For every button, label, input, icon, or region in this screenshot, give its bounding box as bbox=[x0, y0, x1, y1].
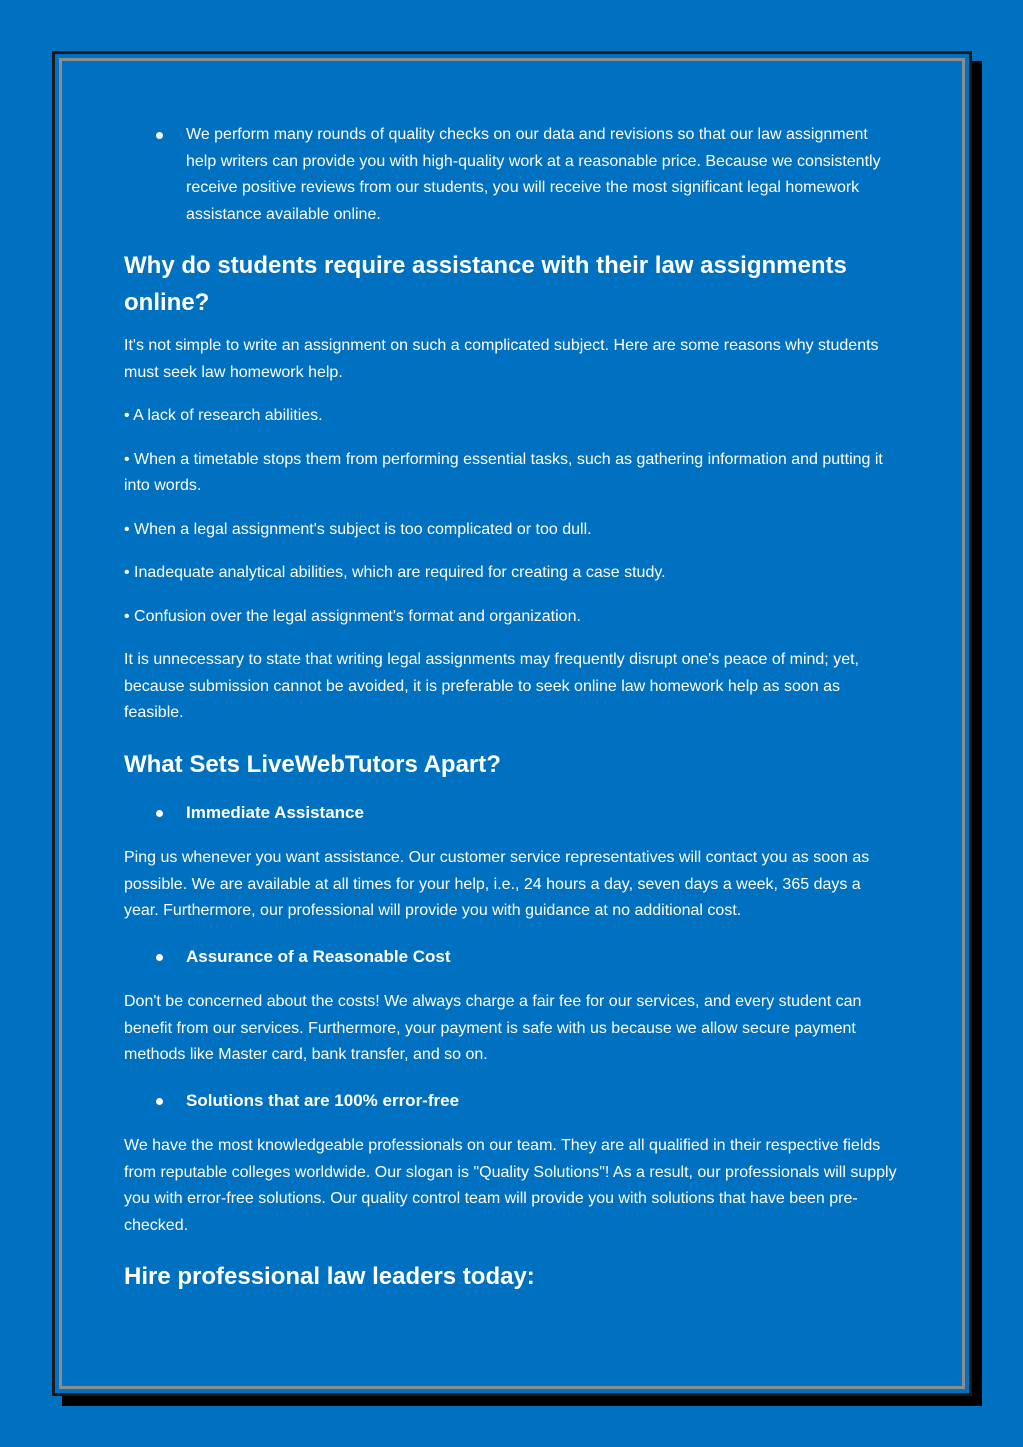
section-heading-hire-professionals: Hire professional law leaders today: bbox=[124, 1263, 535, 1290]
reason-item: • When a legal assignment's subject is too complicated or too dull. bbox=[124, 520, 592, 538]
bullet-icon bbox=[156, 1098, 163, 1105]
feature-title: Assurance of a Reasonable Cost bbox=[186, 946, 451, 966]
feature-title: Solutions that are 100% error-free bbox=[186, 1090, 460, 1110]
reason-item: • Confusion over the legal assignment's format and organization. bbox=[124, 607, 581, 625]
reason-item: • When a timetable stops them from performing essential tasks, such as gathering information and putting it into words. bbox=[124, 450, 883, 494]
feature-description: Ping us whenever you want assistance. Our customer service representatives will contact you as soon as possible. We are available at all times for your help, i.e., 24 hours a day, seven days a week, 365 days a year. Furthermore, our professional will provide you with guidance at no additional cost. bbox=[124, 849, 870, 919]
section1-intro-paragraph: It's not simple to write an assignment on such a complicated subject. Here are some reasons why students must seek law homework help. bbox=[124, 337, 879, 381]
bullet-icon bbox=[156, 132, 163, 139]
feature-title-bullet bbox=[124, 1088, 899, 1115]
reason-item: • A lack of research abilities. bbox=[124, 407, 323, 424]
bullet-icon bbox=[156, 954, 163, 961]
feature-title-bullet bbox=[124, 944, 899, 971]
feature-title-bullet bbox=[124, 800, 899, 827]
section1-conclusion-paragraph: It is unnecessary to state that writing legal assignments may frequently disrupt one's peace of mind; yet, because submission cannot be avoided, it is preferable to seek online law homework help as soon as feasible. bbox=[124, 651, 859, 721]
feature-description: We have the most knowledgeable professionals on our team. They are all qualified in their respective fields from reputable colleges worldwide. Our slogan is "Quality Solutions"! As a result, our professionals will supply you with error-free solutions. Our quality control team will provide you with solutions that have been pre-checked. bbox=[124, 1137, 897, 1234]
section-heading-why-students: Why do students require assistance with their law assignments online? bbox=[124, 252, 847, 316]
feature-description: Don't be concerned about the costs! We always charge a fair fee for our services, and every student can benefit from our services. Furthermore, your payment is safe with us because we allow secure payment methods like Master card, bank transfer, and so on. bbox=[124, 993, 862, 1063]
feature-title: Immediate Assistance bbox=[186, 802, 364, 822]
intro-bullet-item bbox=[124, 122, 899, 228]
document-content bbox=[124, 122, 899, 1295]
reason-item: • Inadequate analytical abilities, which are required for creating a case study. bbox=[124, 564, 666, 581]
intro-bullet-text: We perform many rounds of quality checks on our data and revisions so that our law assignment help writers can provide you with high-quality work at a reasonable price. Because we consistently receive positive reviews from our students, you will receive the most significant legal homework assistance available online. bbox=[186, 126, 881, 223]
section-heading-what-sets-apart: What Sets LiveWebTutors Apart? bbox=[124, 750, 501, 778]
bullet-icon bbox=[156, 810, 163, 817]
